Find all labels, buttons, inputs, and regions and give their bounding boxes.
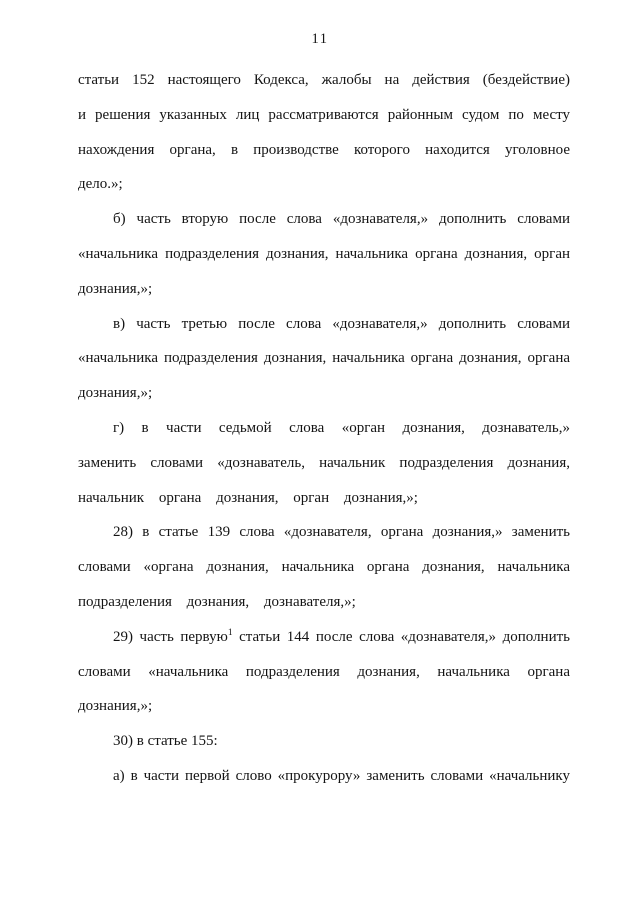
text-line: «начальника подразделения дознания, начальника органа дознания, органа (78, 350, 570, 367)
text-line: 30) в статье 155: (113, 733, 218, 750)
footnote-superscript: 1 (227, 627, 233, 638)
text-line: б) часть вторую после слова «дознавателя,» дополнить словами (113, 211, 570, 228)
paragraph (78, 724, 570, 759)
text-line: словами «органа дознания, начальника органа дознания, начальника (78, 559, 570, 576)
text-line: г) в части седьмой слова «орган дознания, дознаватель,» (113, 419, 570, 436)
text-line: дознания,»; (78, 385, 153, 402)
paragraph (78, 202, 570, 306)
paragraph (78, 759, 570, 794)
text-line: и решения указанных лиц рассматриваются районным судом по месту (78, 106, 570, 123)
paragraph (78, 620, 570, 724)
text-line: заменить словами «дознаватель, начальник подразделения дознания, (78, 454, 570, 471)
text-line: начальник органа дознания, орган дознания,»; (78, 489, 418, 506)
page-number: 11 (311, 31, 329, 47)
paragraph (78, 63, 570, 202)
text-line: дело.»; (78, 176, 123, 193)
paragraph (78, 411, 570, 515)
text-line: словами «начальника подразделения дознания, начальника органа (78, 663, 570, 680)
page-content (78, 63, 570, 794)
text-line: в) часть третью после слова «дознавателя,» дополнить словами (113, 315, 570, 332)
text-line: подразделения дознания, дознавателя,»; (78, 593, 356, 610)
text-line: дознания,»; (78, 280, 153, 297)
paragraph (78, 515, 570, 619)
text-line (78, 620, 570, 655)
text-line: а) в части первой слово «прокурору» заменить словами «начальнику (113, 767, 570, 784)
text-segment: 29) часть первую (113, 628, 228, 645)
text-line: «начальника подразделения дознания, начальника органа дознания, орган (78, 245, 570, 262)
text-line: дознания,»; (78, 698, 153, 715)
text-segment: статьи 144 после слова «дознавателя,» дополнить (232, 628, 570, 645)
text-line: 28) в статье 139 слова «дознавателя, органа дознания,» заменить (113, 524, 570, 541)
paragraph (78, 307, 570, 411)
text-line: нахождения органа, в производстве которого находится уголовное (78, 141, 570, 158)
text-line: статьи 152 настоящего Кодекса, жалобы на действия (бездействие) (78, 72, 570, 88)
